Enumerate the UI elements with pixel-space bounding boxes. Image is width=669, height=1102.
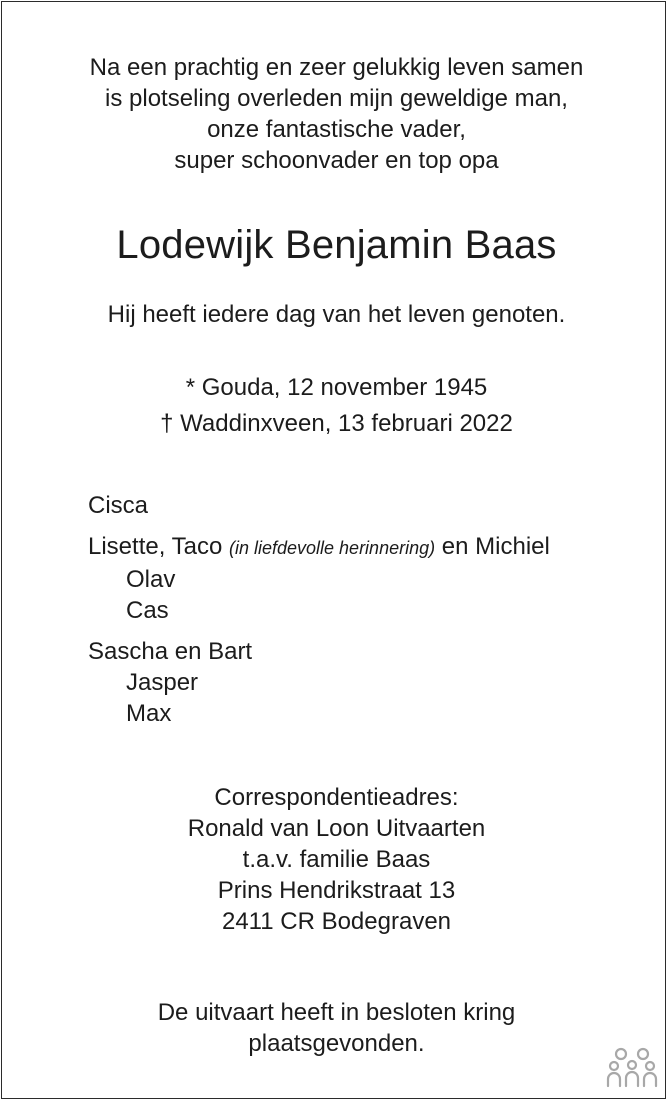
family-names: Lisette, Taco xyxy=(88,533,229,560)
family-spouse: Cisca xyxy=(88,492,149,519)
grandchild-name: Jasper xyxy=(126,669,199,696)
intro-line: Na een prachtig en zeer gelukkig leven samen xyxy=(89,54,584,81)
intro-line: super schoonvader en top opa xyxy=(174,147,499,174)
funeral-notice xyxy=(2,997,669,1059)
family-people-icon xyxy=(605,1046,659,1088)
family-list xyxy=(88,490,550,729)
correspondence-address xyxy=(2,782,669,937)
grandchild-name: Cas xyxy=(126,597,169,624)
death-line: † Waddinxveen, 13 februari 2022 xyxy=(160,410,513,437)
address-line: Prins Hendrikstraat 13 xyxy=(217,877,456,904)
address-line: 2411 CR Bodegraven xyxy=(221,908,452,935)
intro-line: is plotseling overleden mijn geweldige man, xyxy=(105,85,568,112)
grandchild-name: Max xyxy=(126,700,172,727)
family-group-1-line xyxy=(88,531,550,564)
address-line: Ronald van Loon Uitvaarten xyxy=(187,815,486,842)
life-dates xyxy=(2,370,669,442)
deceased-name: Lodewijk Benjamin Baas xyxy=(116,223,557,267)
birth-line: * Gouda, 12 november 1945 xyxy=(185,374,488,401)
address-line: t.a.v. familie Baas xyxy=(242,846,431,873)
intro-text xyxy=(2,52,669,176)
intro-line: onze fantastische vader, xyxy=(207,116,466,143)
obituary-card xyxy=(1,1,666,1099)
remembrance-note: (in liefdevolle herinnering) xyxy=(228,538,436,558)
family-group-2 xyxy=(88,636,550,729)
family-group-1 xyxy=(88,531,550,626)
funeral-line: plaatsgevonden. xyxy=(248,1030,425,1057)
family-group-2-line: Sascha en Bart xyxy=(88,638,253,665)
grandchild-name: Olav xyxy=(126,566,176,593)
funeral-line: De uitvaart heeft in besloten kring xyxy=(157,999,516,1026)
address-line: Correspondentieadres: xyxy=(214,784,459,811)
motto-text: Hij heeft iedere dag van het leven genoten. xyxy=(107,301,566,328)
family-names: en Michiel xyxy=(435,533,550,560)
